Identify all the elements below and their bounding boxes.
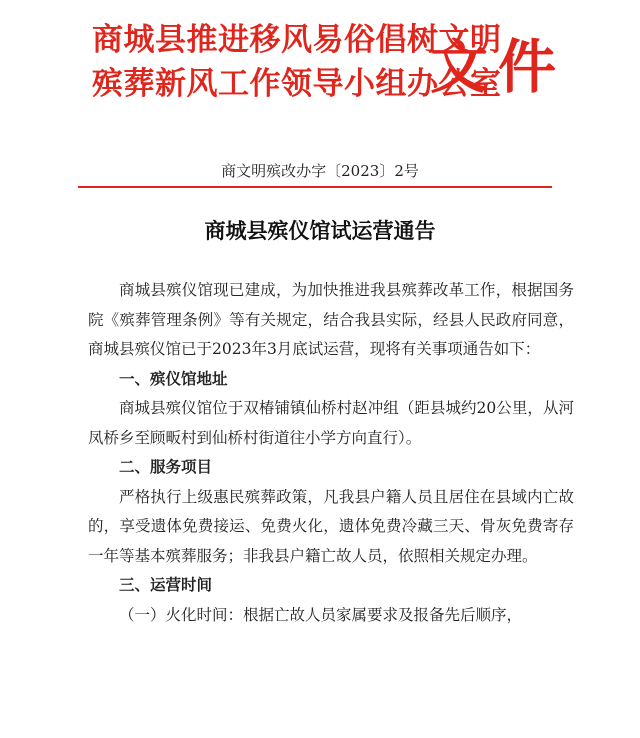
intro-paragraph: 商城县殡仪馆现已建成，为加快推进我县殡葬改革工作，根据国务院《殡葬管理条例》等有关规定，结合我县实际，经县人民政府同意，商城县殡仪馆已于2023年3月底试运营，现将有关事项通告如下： — [88, 281, 574, 358]
section-heading-address: 一、殡仪馆地址 — [119, 369, 228, 388]
letterhead — [0, 0, 640, 110]
document-number: 商文明殡改办字〔2023〕2号 — [221, 162, 419, 180]
services-paragraph: 严格执行上级惠民殡葬政策，凡我县户籍人员且居住在县域内亡故的，享受遗体免费接运、免费火化，遗体免费冷藏三天、骨灰免费寄存一年等基本殡葬服务；非我县户籍亡故人员，依照相关规定办理。 — [88, 487, 574, 565]
issuing-org-line-2: 殡葬新风工作领导小组办公室 — [92, 66, 502, 102]
red-divider-line — [78, 186, 552, 188]
document-type-label: 文件 — [430, 33, 567, 101]
page-title: 商城县殡仪馆试运营通告 — [204, 218, 436, 243]
cremation-time-paragraph: （一）火化时间：根据亡故人员家属要求及报备先后顺序， — [119, 605, 523, 624]
issuing-org-line-1: 商城县推进移风易俗倡树文明 — [92, 22, 502, 58]
section-heading-services: 二、服务项目 — [119, 458, 213, 476]
section-heading-hours: 三、运营时间 — [119, 576, 213, 594]
address-paragraph: 商城县殡仪馆位于双椿铺镇仙桥村赵冲组（距县城约20公里，从河凤桥乡至顾畈村到仙桥村街道往小学方向直行）。 — [88, 399, 574, 447]
document-body — [88, 276, 574, 630]
